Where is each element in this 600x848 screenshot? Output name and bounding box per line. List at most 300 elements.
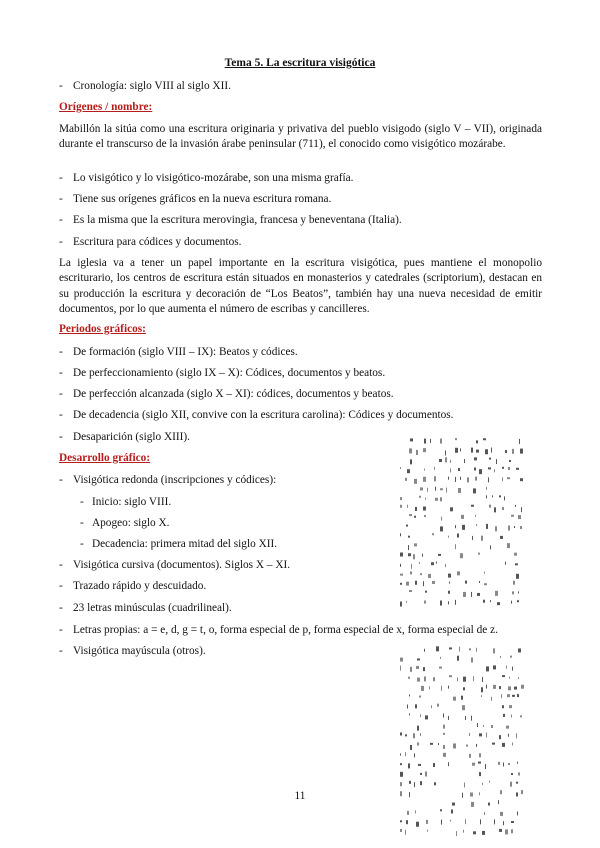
glyph-mark [516, 733, 517, 738]
glyph-mark [409, 590, 412, 592]
glyph-mark [407, 469, 410, 473]
glyph-mark [469, 648, 471, 650]
glyph-mark [441, 517, 442, 521]
glyph-mark [414, 782, 415, 787]
glyph-mark [455, 600, 456, 605]
glyph-mark [490, 600, 491, 602]
glyph-mark [509, 460, 511, 462]
glyph-mark [455, 525, 456, 528]
list-item [59, 559, 290, 571]
glyph-mark [405, 478, 407, 481]
glyph-mark [424, 649, 425, 652]
glyph-mark [431, 562, 434, 565]
glyph-mark [430, 743, 433, 745]
glyph-mark [509, 705, 512, 708]
glyph-mark [423, 448, 426, 452]
glyph-mark [502, 507, 504, 510]
glyph-mark [511, 714, 512, 717]
glyph-mark [433, 677, 435, 681]
origins-paragraph: Mabillón la sitúa como una escritura originaria y privativa del pueblo visigodo (siglo V – VII), originada durante el transcurso de la invasión árabe peninsular (711), el conocido como visigótico mozárabe. [59, 123, 542, 151]
glyph-mark [481, 536, 483, 541]
glyph-mark [510, 656, 512, 658]
glyph-mark [476, 648, 477, 652]
glyph-mark [475, 477, 477, 481]
glyph-mark [471, 505, 474, 507]
list-item-text: Letras propias: a = e, d, g = t, o, forma especial de p, forma especial de x, forma especial de z. [73, 624, 498, 636]
glyph-mark [508, 763, 510, 765]
glyph-mark [408, 536, 410, 538]
list-item-text: Apogeo: siglo X. [92, 517, 170, 529]
list-item [59, 214, 402, 226]
glyph-mark [440, 809, 442, 811]
glyph-mark [509, 677, 510, 679]
glyph-mark [419, 562, 420, 564]
glyph-mark [506, 726, 509, 729]
sub-list-item [80, 538, 277, 550]
glyph-mark [473, 831, 476, 834]
list-item-text: Inicio: siglo VIII. [92, 496, 172, 508]
glyph-mark [400, 666, 401, 671]
glyph-mark [405, 830, 406, 835]
glyph-mark [450, 507, 453, 511]
bullet-dash: - [80, 496, 84, 508]
glyph-mark [463, 592, 466, 597]
glyph-mark [477, 593, 480, 596]
glyph-mark [514, 553, 517, 556]
glyph-mark [502, 477, 503, 481]
glyph-mark [420, 733, 421, 736]
glyph-mark [486, 733, 487, 738]
glyph-mark [479, 469, 482, 474]
list-item-text: Trazado rápido y descuidado. [73, 580, 207, 592]
glyph-mark [400, 533, 401, 536]
list-item-text: Desaparición (siglo XIII). [73, 431, 191, 443]
glyph-mark [471, 448, 473, 453]
page-title: Tema 5. La escritura visigótica [224, 57, 376, 69]
glyph-mark [408, 763, 410, 768]
glyph-mark [460, 477, 461, 480]
glyph-mark [455, 544, 456, 549]
glyph-mark [432, 581, 435, 584]
glyph-mark [434, 467, 435, 470]
bullet-dash: - [59, 172, 63, 184]
glyph-mark [479, 753, 481, 757]
glyph-mark [474, 457, 477, 460]
glyph-mark [430, 439, 431, 443]
glyph-mark [400, 782, 402, 786]
glyph-mark [449, 647, 452, 649]
glyph-mark [518, 515, 521, 519]
glyph-mark [441, 820, 442, 825]
glyph-mark [486, 495, 487, 498]
glyph-mark [409, 514, 412, 516]
glyph-mark [435, 487, 436, 491]
glyph-mark [443, 714, 444, 718]
glyph-mark [415, 704, 417, 708]
glyph-mark [490, 545, 491, 549]
glyph-mark [433, 763, 435, 767]
glyph-mark [410, 745, 412, 750]
glyph-mark [427, 488, 428, 492]
glyph-mark [440, 526, 443, 531]
glyph-mark [407, 705, 408, 709]
glyph-mark [474, 468, 476, 471]
glyph-mark [466, 745, 468, 747]
glyph-mark [492, 743, 495, 745]
glyph-mark [508, 686, 511, 690]
glyph-mark [455, 448, 458, 453]
glyph-mark [437, 704, 439, 707]
glyph-mark [475, 515, 476, 517]
list-item [59, 367, 385, 379]
glyph-mark [400, 467, 401, 469]
glyph-mark [484, 812, 485, 815]
glyph-mark [419, 496, 421, 498]
glyph-mark [495, 591, 498, 596]
list-item [59, 193, 331, 205]
bullet-dash: - [59, 80, 63, 92]
glyph-mark [512, 591, 514, 594]
glyph-mark [448, 591, 450, 594]
glyph-mark [440, 497, 442, 501]
glyph-mark [414, 543, 417, 546]
glyph-mark [499, 686, 501, 689]
glyph-mark [423, 667, 425, 671]
bullet-dash: - [59, 388, 63, 400]
glyph-mark [489, 505, 491, 508]
glyph-mark [465, 819, 466, 824]
glyph-mark [463, 677, 466, 682]
list-item-text: Decadencia: primera mitad del siglo XII. [92, 538, 278, 550]
glyph-mark [502, 467, 504, 469]
glyph-mark [424, 439, 426, 444]
glyph-mark [457, 534, 459, 538]
glyph-mark [400, 820, 402, 822]
glyph-mark [420, 773, 422, 775]
glyph-mark [405, 752, 406, 756]
glyph-mark [471, 802, 474, 807]
glyph-mark [427, 830, 428, 832]
glyph-mark [400, 602, 402, 607]
glyph-mark [416, 666, 419, 669]
section-heading-periods: Periodos gráficos: [59, 323, 146, 335]
list-item [59, 172, 353, 184]
glyph-mark [518, 772, 520, 775]
church-paragraph: La iglesia va a tener un papel importante en la escritura visigótica, pues mantiene el monopolio escriturario, los centros de escritura están situados en monasterios y catedrales (scriptorium), destacan en su producción la escritura y decoración de “Los Beatos”, también hay una nueva necesidad de emitir documentos, por lo que aumenta el número de escribas y cancilleres. [59, 257, 542, 315]
glyph-mark [512, 742, 513, 745]
glyph-mark [510, 782, 512, 787]
glyph-mark [460, 553, 463, 558]
glyph-mark [408, 545, 409, 550]
glyph-mark [415, 507, 417, 511]
glyph-mark [493, 665, 496, 669]
glyph-mark [476, 450, 479, 453]
glyph-mark [500, 536, 503, 539]
glyph-mark [500, 812, 503, 816]
glyph-mark [480, 819, 481, 824]
glyph-mark [511, 829, 513, 833]
glyph-mark [513, 581, 515, 585]
glyph-mark [414, 753, 415, 757]
glyph-mark [445, 457, 447, 462]
glyph-mark [414, 479, 417, 484]
glyph-mark [415, 810, 416, 813]
glyph-mark [507, 477, 510, 479]
glyph-mark [483, 438, 486, 440]
glyph-mark [484, 572, 485, 574]
glyph-mark [439, 459, 442, 462]
glyph-mark [486, 685, 487, 689]
glyph-mark [495, 526, 497, 531]
bullet-dash: - [59, 624, 63, 636]
glyph-mark [400, 564, 401, 567]
list-item [59, 474, 276, 486]
glyph-mark [486, 524, 488, 529]
list-item-text: Escritura para códices y documentos. [73, 236, 242, 248]
glyph-mark [425, 771, 427, 776]
glyph-mark [518, 591, 519, 593]
list-item-text: De formación (siglo VIII – IX): Beatos y códices. [73, 346, 298, 358]
glyph-mark [400, 553, 403, 557]
glyph-mark [450, 460, 451, 463]
bullet-dash: - [59, 580, 63, 592]
glyph-mark [512, 667, 513, 671]
glyph-mark [491, 448, 492, 453]
glyph-mark [448, 716, 449, 720]
glyph-mark [517, 600, 519, 602]
bullet-dash: - [59, 236, 63, 248]
glyph-mark [410, 571, 412, 574]
bullet-dash: - [59, 474, 63, 486]
glyph-mark [476, 524, 477, 526]
glyph-mark [499, 829, 502, 832]
glyph-mark [515, 563, 518, 565]
glyph-mark [508, 734, 509, 737]
glyph-mark [423, 581, 424, 586]
glyph-mark [517, 811, 518, 815]
glyph-mark [436, 562, 437, 564]
glyph-mark [516, 574, 519, 579]
bullet-dash: - [80, 538, 84, 550]
glyph-mark [417, 726, 419, 731]
section-heading-origins: Orígenes / nombre: [59, 101, 153, 113]
glyph-mark [471, 592, 472, 597]
glyph-mark [400, 583, 402, 585]
list-item [59, 580, 206, 592]
glyph-mark [410, 459, 412, 464]
list-item [59, 409, 454, 421]
glyph-mark [429, 686, 430, 689]
glyph-mark [469, 754, 471, 758]
glyph-mark [452, 803, 455, 806]
glyph-mark [479, 581, 480, 583]
bullet-dash: - [59, 559, 63, 571]
glyph-mark [420, 714, 421, 717]
glyph-mark [451, 809, 453, 813]
glyph-mark [424, 601, 426, 604]
glyph-mark [486, 487, 487, 490]
glyph-mark [416, 822, 419, 827]
glyph-mark [460, 448, 461, 451]
list-item-text: Tiene sus orígenes gráficos en la nueva escritura romana. [73, 193, 332, 205]
glyph-mark [498, 762, 500, 765]
glyph-mark [492, 495, 493, 497]
glyph-mark [505, 450, 507, 453]
visigothic-alphabet-specimen-2 [398, 640, 528, 840]
glyph-mark [493, 648, 495, 653]
glyph-mark [456, 831, 457, 836]
glyph-mark [420, 781, 422, 785]
glyph-mark [416, 450, 418, 455]
glyph-mark [478, 762, 481, 764]
glyph-mark [457, 677, 458, 681]
bullet-dash: - [59, 409, 63, 421]
glyph-mark [413, 733, 415, 738]
glyph-mark [448, 536, 449, 538]
glyph-mark [434, 782, 436, 785]
glyph-mark [467, 477, 469, 482]
glyph-mark [504, 496, 505, 500]
glyph-mark [511, 515, 514, 517]
glyph-mark [406, 582, 409, 586]
chronology-text: Cronología: siglo VIII al siglo XII. [73, 80, 231, 92]
bullet-dash: - [59, 346, 63, 358]
glyph-mark [471, 657, 473, 662]
glyph-mark [518, 648, 521, 652]
glyph-mark [493, 685, 496, 689]
glyph-mark [464, 459, 465, 463]
bullet-dash: - [59, 602, 63, 614]
glyph-mark [502, 675, 505, 677]
glyph-mark [503, 762, 504, 766]
glyph-mark [413, 554, 415, 559]
glyph-mark [514, 687, 517, 690]
list-item-text: De decadencia (siglo XII, convive con la escritura carolina): Códices y documentos. [73, 409, 454, 421]
glyph-mark [440, 488, 443, 490]
glyph-mark [409, 713, 410, 715]
glyph-mark [424, 676, 426, 681]
glyph-mark [519, 439, 520, 444]
glyph-mark [457, 656, 459, 661]
glyph-mark [438, 743, 439, 745]
glyph-mark [417, 678, 420, 682]
glyph-mark [465, 581, 467, 584]
sub-list-item [80, 517, 170, 529]
glyph-mark [408, 553, 411, 556]
sub-list-item [80, 496, 171, 508]
glyph-mark [425, 591, 427, 593]
glyph-mark [489, 458, 491, 460]
glyph-mark [409, 448, 412, 453]
glyph-mark [462, 705, 465, 710]
glyph-mark [455, 438, 457, 440]
bullet-dash: - [59, 214, 63, 226]
glyph-mark [479, 772, 481, 776]
list-item [59, 431, 190, 443]
glyph-mark [486, 666, 489, 671]
glyph-mark [420, 573, 422, 575]
glyph-mark [502, 705, 504, 708]
glyph-mark [411, 564, 412, 569]
glyph-mark [423, 507, 426, 511]
glyph-mark [496, 459, 497, 464]
glyph-mark [400, 658, 403, 662]
glyph-mark [488, 467, 491, 469]
glyph-mark [518, 677, 519, 679]
list-item-text: 23 letras minúsculas (cuadrilineal). [73, 602, 232, 614]
glyph-mark [455, 477, 456, 482]
glyph-mark [439, 667, 442, 669]
glyph-mark [400, 732, 402, 735]
glyph-mark [485, 449, 488, 454]
list-item [59, 624, 498, 636]
glyph-mark [443, 745, 445, 749]
glyph-mark [443, 733, 445, 735]
glyph-mark [485, 764, 486, 769]
glyph-mark [415, 581, 417, 585]
glyph-mark [443, 753, 446, 757]
glyph-mark [406, 820, 408, 824]
glyph-mark [473, 488, 476, 493]
glyph-mark [517, 694, 519, 697]
glyph-mark [502, 743, 505, 747]
glyph-mark [511, 821, 514, 823]
glyph-mark [441, 686, 442, 691]
glyph-mark [520, 715, 522, 717]
glyph-mark [461, 515, 464, 519]
glyph-mark [499, 735, 501, 739]
glyph-mark [464, 783, 465, 788]
list-item-text: Visigótica redonda (inscripciones y códices): [73, 474, 277, 486]
glyph-mark [434, 476, 436, 481]
glyph-mark [505, 829, 508, 834]
list-item [59, 645, 206, 657]
glyph-mark [479, 733, 482, 736]
glyph-mark [497, 602, 500, 605]
glyph-mark [431, 705, 432, 708]
glyph-mark [440, 439, 442, 444]
bullet-dash: - [59, 193, 63, 205]
glyph-mark [425, 715, 428, 719]
glyph-mark [521, 507, 522, 512]
glyph-mark [420, 487, 423, 490]
glyph-mark [443, 725, 445, 729]
glyph-mark [428, 574, 431, 578]
glyph-mark [400, 505, 402, 508]
list-item-text: Lo visigótico y lo visigótico-mozárabe, son una misma grafía. [73, 172, 354, 184]
glyph-mark [463, 830, 464, 833]
list-item [59, 602, 232, 614]
list-item [59, 236, 241, 248]
glyph-mark [503, 714, 505, 717]
glyph-mark [448, 477, 449, 480]
glyph-mark [482, 831, 485, 835]
glyph-mark [478, 553, 480, 555]
bullet-dash: - [59, 367, 63, 379]
page-number: 11 [294, 790, 306, 802]
glyph-mark [414, 516, 416, 518]
glyph-mark [459, 647, 460, 652]
glyph-mark [520, 449, 523, 454]
glyph-mark [521, 685, 524, 689]
glyph-mark [450, 820, 451, 822]
glyph-mark [515, 505, 516, 507]
glyph-mark [419, 696, 421, 698]
list-item-text: Visigótica cursiva (documentos). Siglos X – XI. [73, 559, 291, 571]
list-item [59, 346, 298, 358]
glyph-mark [406, 525, 408, 527]
glyph-mark [512, 449, 514, 454]
